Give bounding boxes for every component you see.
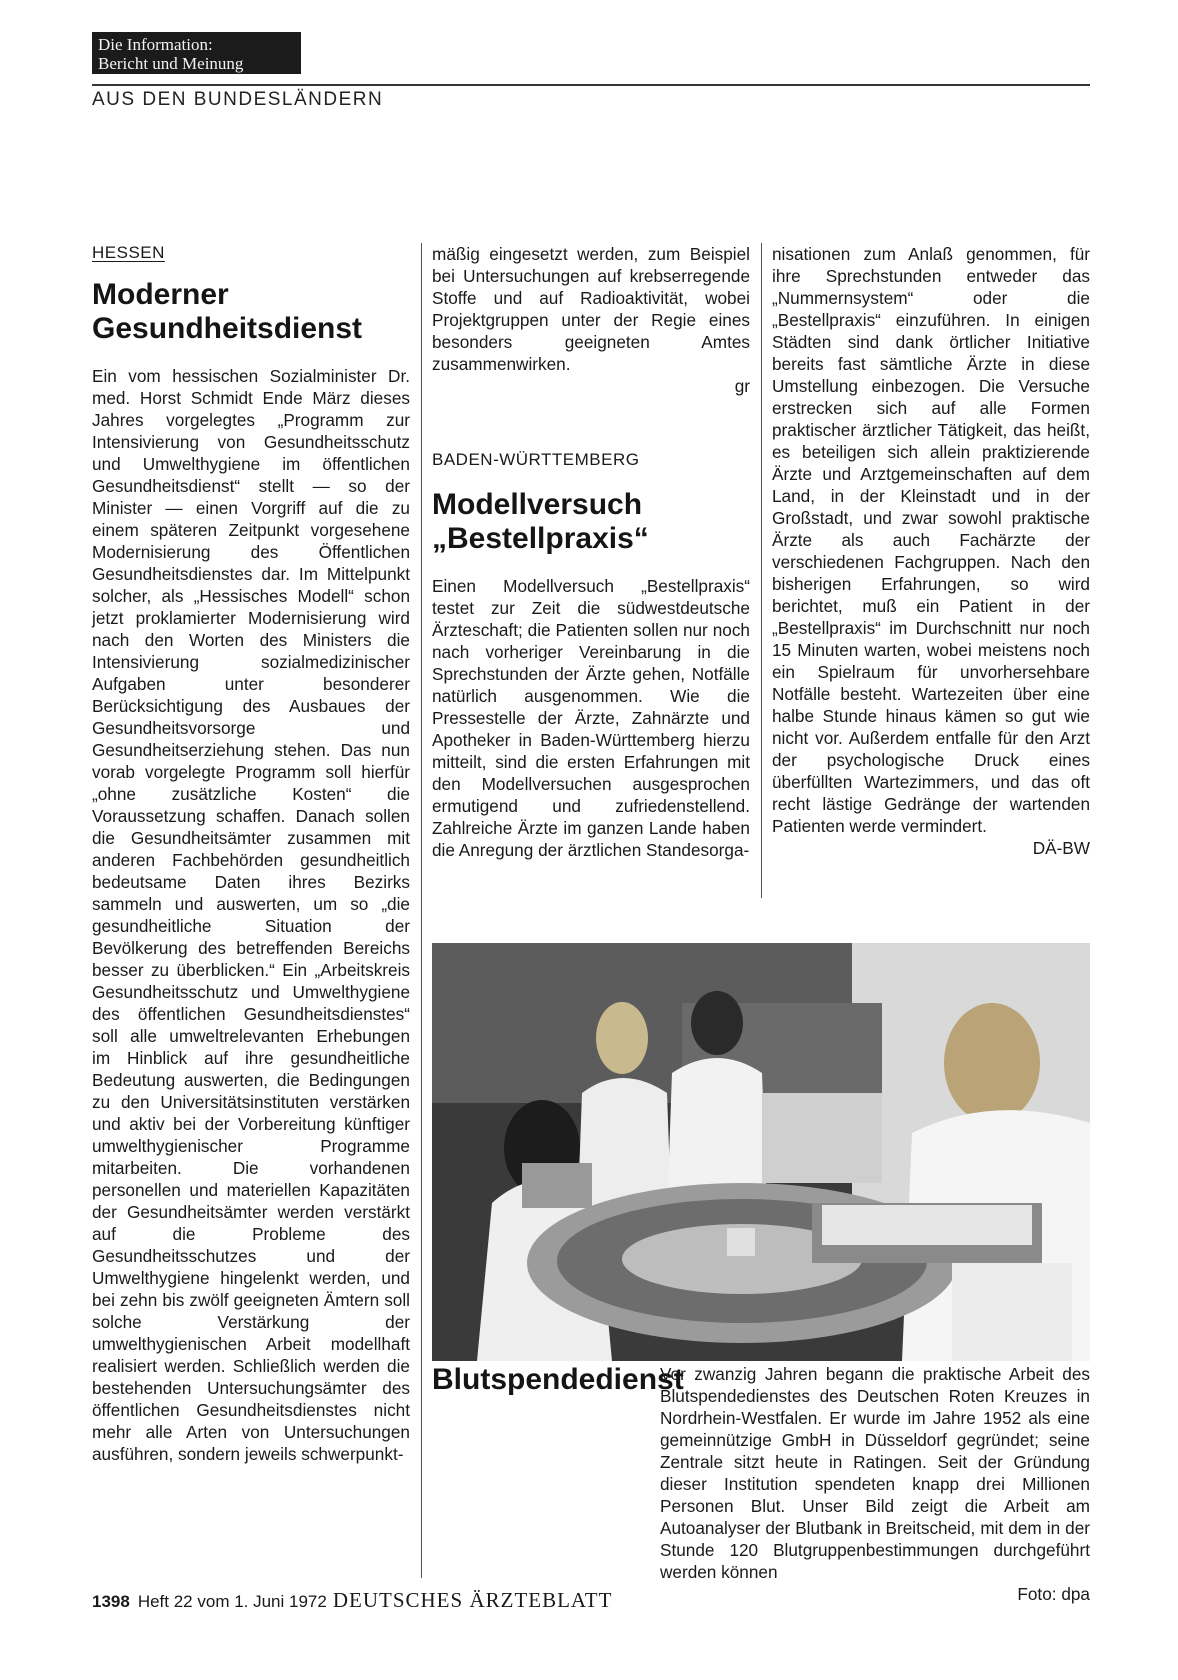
tag-line-1: Die Information: [98, 35, 213, 54]
article-hessen-signature: gr [734, 376, 750, 396]
magazine-name: DEUTSCHES ÄRZTEBLATT [332, 1588, 613, 1612]
article-bestellpraxis-text: Einen Modellversuch „Bestellpraxis“ testet zur Zeit die südwestdeutsche Ärzteschaft; die Patienten sollen nur noch nach vorheriger Vereinbarung in die Sprechstunden der Ärzte gehen, Notfälle natürlich ausgenommen. Wie die Pressestelle der Ärzte, Zahnärzte und Apotheker in Baden-Württemberg hierzu mitteilt, sind die ersten Erfahrungen mit den Modellversuchen ausgesprochen ermutigend und zufriedenstellend. Zahlreiche Ärzte im ganzen Lande haben die Anregung der ärztlichen Standesorga- [432, 576, 750, 860]
lab-photo-illustration [432, 943, 1090, 1361]
headline-bestellpraxis-line1: Modellversuch [432, 488, 643, 521]
column-rule-2 [761, 243, 762, 898]
rubric-hessen: HESSEN [92, 243, 165, 262]
headline-hessen-line1: Moderner [92, 278, 229, 311]
article-bestellpraxis-body [432, 575, 750, 861]
article-bestellpraxis-continuation-text: nisationen zum Anlaß genommen, für ihre Sprechstunden entweder das „Nummernsystem“ oder die „Bestellpraxis“ einzuführen. In einigen Städten sind dank örtlicher Initiative bereits fast sämtliche Ärzte in diese Umstellung einbezogen. Die Versuche erstrecken sich auf alle Formen praktischer ärztlicher Tätigkeit, das heißt, es beteiligen sich allein praktizierende Ärzte und Arztgemeinschaften auf dem Land, in der Kleinstadt und in der Großstadt, und zwar sowohl praktische Ärzte als auch Fachärzte der verschiedenen Fachgruppen. Nach den bisherigen Erfahrungen, so wird berichtet, muß ein Patient in der „Bestellpraxis“ im Durchschnitt nur noch 15 Minuten warten, wobei meistens noch ein Spielraum für unvorhersehbare Notfälle besteht. Wartezeiten über eine halbe Stunde hinaus kämen so gut wie nicht vor. Außerdem entfalle für den Arzt der psychologische Druck eines überfüllten Wartezimmers, und das oft recht lästige Gedränge der wartenden Patienten werde vermindert. [772, 244, 1090, 836]
article-bestellpraxis-signature: DÄ-BW [1032, 838, 1090, 858]
issue-info: Heft 22 vom 1. Juni 1972 [137, 1592, 327, 1611]
article-hessen-body [92, 365, 410, 1465]
headline-bestellpraxis [432, 488, 649, 556]
article-hessen-continuation-text: mäßig eingesetzt werden, zum Beispiel bei Untersuchungen auf krebserregende Stoffe und auf Radioaktivität, wobei Projektgruppen unter der Regie eines besonders geeigneten Amtes zusammenwirken. [432, 244, 750, 374]
column-rule-1 [421, 243, 422, 1578]
article-hessen-text: Ein vom hessischen Sozialminister Dr. med. Horst Schmidt Ende März dieses Jahres vorgelegtes „Programm zur Intensivierung von Gesundheitsschutz und Umwelthygiene im öffentlichen Gesundheitsdienst“ stellt — so der Minister — einen Vorgriff auf die zu einem späteren Zeitpunkt vorgesehene Modernisierung des Öffentlichen Gesundheitsdienstes dar. Im Mittelpunkt solcher, als „Hessisches Modell“ schon jetzt proklamierter Modernisierung wird nach den Worten des Ministers die Intensivierung sozialmedizinischer Aufgaben unter besonderer Berücksichtigung des Ausbaues der Gesundheitsvorsorge und Gesundheitserziehung stehen. Das nun vorab vorgelegte Programm soll hierfür „ohne zusätzliche Kosten“ die Voraussetzung schaffen. Danach sollen die Gesundheitsämter zusammen mit anderen Fachbehörden gesundheitlich bedeutsame Daten ihres Bezirks sammeln und auswerten, um so „die gesundheitliche Situation der Bevölkerung des betreffenden Bereichs besser zu überblicken.“ Ein „Arbeitskreis Gesundheitsschutz und Umwelthygiene des öffentlichen Gesundheitsdienstes“ soll alle umweltrelevanten Erhebungen im Hinblick auf ihre gesundheitliche Bedeutung auswerten, die Bedingungen zu den Universitätsinstituten verstärken und aktiv bei der Vorbereitung künftiger umwelthygienischer Programme mitarbeiten. Die vorhandenen personellen und materiellen Kapazitäten der Gesundheitsämter werden verstärkt auf die Probleme des Gesundheitsschutzes und der Umwelthygiene hingelenkt werden, und bei zehn bis zwölf geeigneten Ämtern soll solche Verstärkung der umwelthygienischen Arbeit modellhaft realisiert werden. Schließlich werden die bestehenden Untersuchungsämter des öffentlichen Gesundheitsdienstes nicht mehr alle Arten von Untersuchungen ausführen, sondern jeweils schwerpunkt- [92, 366, 410, 1464]
rubric-baden-wuerttemberg: BADEN-WÜRTTEMBERG [432, 450, 640, 469]
caption-headline: Blutspendedienst [432, 1363, 684, 1396]
page-number: 1398 [92, 1592, 130, 1611]
tag-line-2: Bericht und Meinung [98, 54, 244, 73]
article-hessen-continuation [432, 243, 750, 397]
photo-credit: Foto: dpa [1017, 1584, 1090, 1604]
page-footer [92, 1588, 612, 1613]
lab-photo [432, 943, 1090, 1361]
article-bestellpraxis-continuation [772, 243, 1090, 859]
caption-body [432, 1363, 1090, 1605]
headline-bestellpraxis-line2: „Bestellpraxis“ [432, 522, 649, 555]
headline-hessen-line2: Gesundheitsdienst [92, 312, 363, 345]
header-rule [92, 84, 1090, 86]
section-title: AUS DEN BUNDESLÄNDERN [92, 89, 384, 110]
headline-hessen [92, 278, 362, 346]
section-tag [92, 32, 301, 74]
caption-text: Vor zwanzig Jahren begann die praktische Arbeit des Blutspendedienstes des Deutschen Roten Kreuzes in Nordrhein-Westfalen. Er wurde im Jahre 1952 als eine gemeinnützige GmbH in Düsseldorf gegründet; seine Zentrale sitzt heute in Ratingen. Seit der Gründung dieser Institution spendeten knapp drei Millionen Personen Blut. Unser Bild zeigt die Arbeit am Autoanalyser der Blutbank in Breitscheid, mit dem in der Stunde 120 Blutgruppenbestimmungen durchgeführt werden können [660, 1364, 1090, 1582]
